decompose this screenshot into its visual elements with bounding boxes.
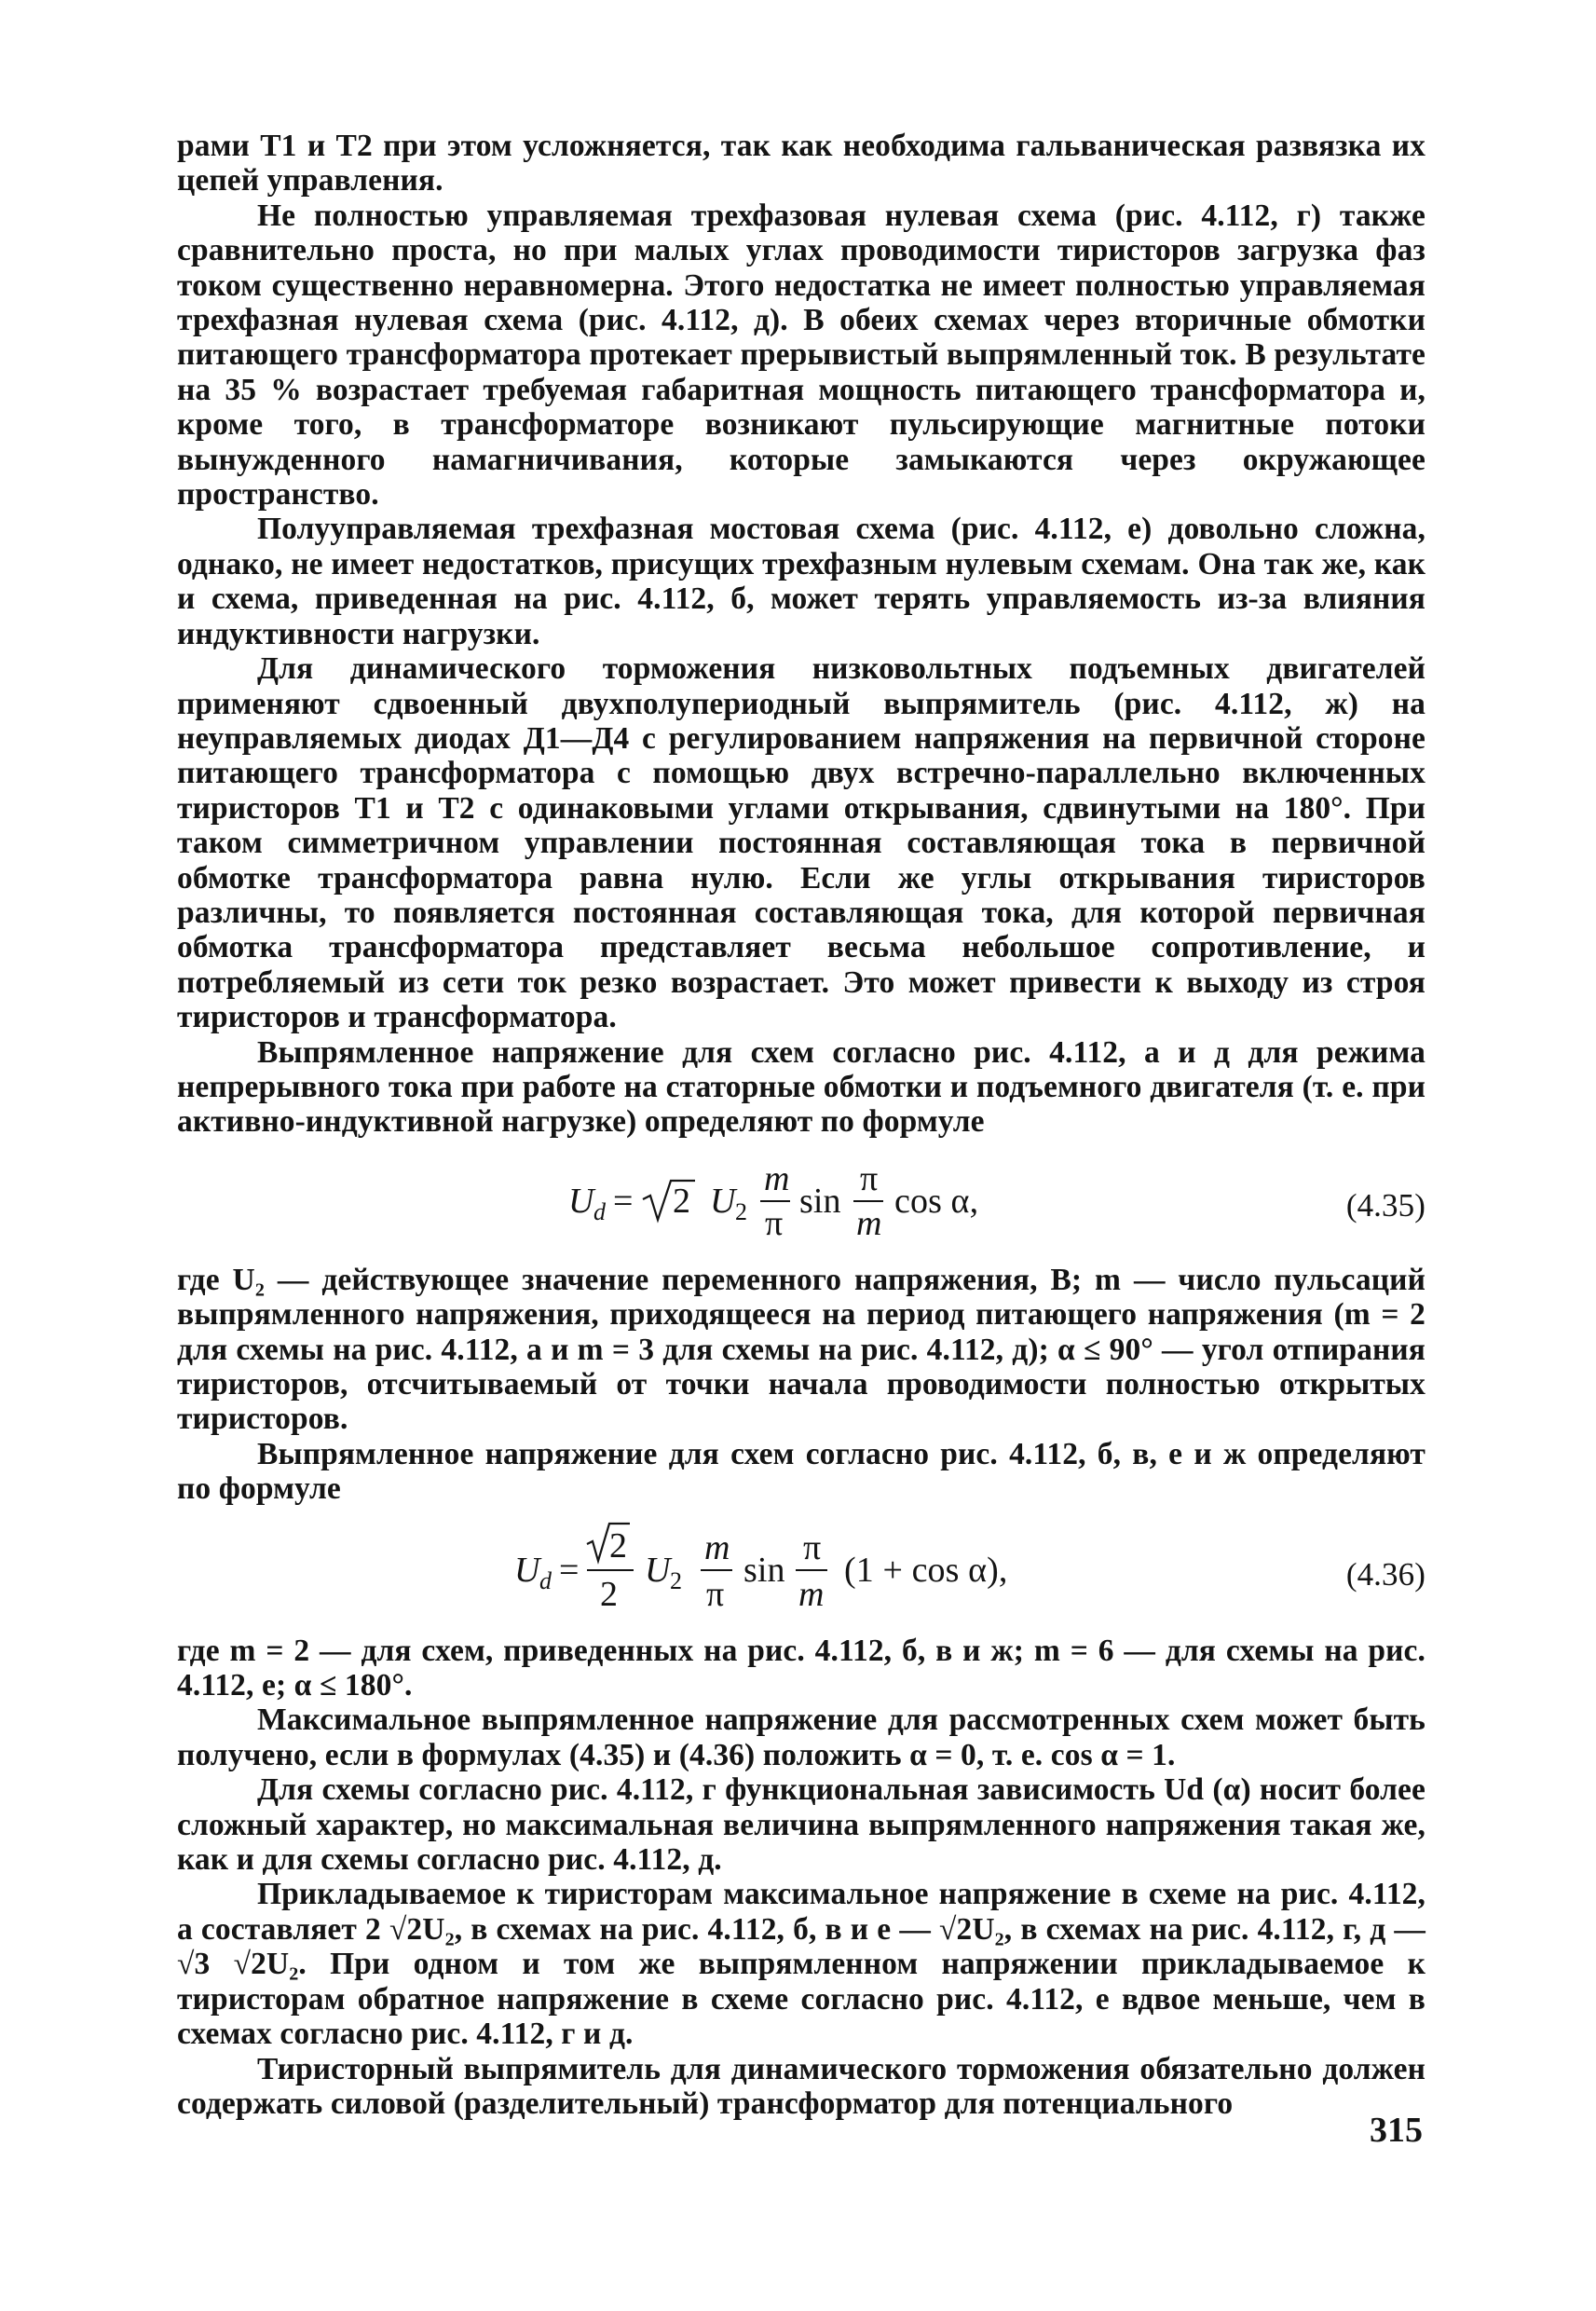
f1-lhs-sub: d bbox=[593, 1197, 607, 1225]
formula-4-36 bbox=[177, 1511, 1425, 1622]
f2-sqrt-arg: 2 bbox=[609, 1525, 628, 1566]
paragraph-11: Прикладываемое к тиристорам максимальное напряжение в схеме на рис. 4.112, а составляет 2 √2U₂, в схемах на рис. 4.112, б, в и е — √2U₂, в схемах на рис. 4.112, г, д — √3 √2U₂. При одном и том же выпрямленном напряжении прикладываемое к тиристорам обратное напряжение в схеме согласно рис. 4.112, е вдвое меньше, чем в схемах согласно рис. 4.112, г и д. bbox=[177, 1877, 1425, 2052]
f2-frac0-den: 2 bbox=[600, 1574, 619, 1614]
paragraph-12: Тиристорный выпрямитель для динамического торможения обязательно должен содержать силовой (разделительный) трансформатор для потенциального bbox=[177, 2051, 1425, 2121]
paragraph-7: Выпрямленное напряжение для схем согласно рис. 4.112, б, в, е и ж определяют по формуле bbox=[177, 1436, 1425, 1507]
paragraph-1: рами Т1 и Т2 при этом усложняется, так как необходима гальваническая развязка их цепей управления. bbox=[177, 129, 1425, 198]
paragraph-4: Для динамического торможения низковольтных подъемных двигателей применяют сдвоенный двухполупериодный выпрямитель (рис. 4.112, ж) на неуправляемых диодах Д1—Д4 с регулированием напряжения на первичной стороне питающего трансформатора с помощью двух встречно-параллельно включенных тиристоров Т1 и Т2 с одинаковыми углами открывания, сдвинутыми на 180°. При таком симметричном управлении постоянная составляющая тока в первичной обмотке трансформатора равна нулю. Если же углы открывания тиристоров различны, то появляется постоянная составляющая тока, для которой первичная обмотка трансформатора представляет весьма небольшое сопротивление, и потребляемый из сети ток резко возрастает. Это может привести к выходу из строя тиристоров и трансформатора. bbox=[177, 651, 1425, 1035]
f1-sin: sin bbox=[799, 1181, 841, 1221]
f2-lhs-sub: d bbox=[539, 1566, 552, 1594]
f2-eq: = bbox=[559, 1550, 580, 1590]
paragraph-9: Максимальное выпрямленное напряжение для рассмотренных схем может быть получено, если в формулах (4.35) и (4.36) положить α = 0, т. е. cos α = 1. bbox=[177, 1702, 1425, 1772]
paragraph-10: Для схемы согласно рис. 4.112, г функциональная зависимость Ud (α) носит более сложный характер, но максимальная величина выпрямленного напряжения такая же, как и для схемы согласно рис. 4.112, д. bbox=[177, 1772, 1425, 1878]
f2-frac1-den: π bbox=[706, 1574, 725, 1614]
formula-4-36-graphic bbox=[177, 1511, 1425, 1622]
f2-u2-sub: 2 bbox=[670, 1566, 683, 1594]
formula-4-35 bbox=[177, 1145, 1425, 1250]
paragraph-3: Полууправляемая трехфазная мостовая схема (рис. 4.112, е) довольно сложна, однако, не имеет недостатков, присущих трехфазным нулевым схемам. Она так же, как и схема, приведенная на рис. 4.112, б, может терять управляемость из-за влияния индуктивности нагрузки. bbox=[177, 512, 1425, 651]
f1-u2: U bbox=[710, 1181, 736, 1221]
f1-u2-sub: 2 bbox=[735, 1197, 748, 1225]
f1-eq: = bbox=[613, 1181, 634, 1221]
paragraph-6: где U₂ — действующее значение переменного напряжения, В; m — число пульсаций выпрямленного напряжения, приходящееся на период питающего напряжения (m = 2 для схемы на рис. 4.112, а и m = 3 для схемы на рис. 4.112, д); α ≤ 90° — угол отпирания тиристоров, отсчитываемый от точки начала проводимости полностью открытых тиристоров. bbox=[177, 1262, 1425, 1437]
f1-frac1-num: m bbox=[764, 1158, 790, 1198]
f1-frac2-den: m bbox=[856, 1203, 882, 1243]
f1-number: (4.35) bbox=[1345, 1186, 1425, 1224]
f1-frac2-num: π bbox=[860, 1158, 879, 1198]
paragraph-8: где m = 2 — для схем, приведенных на рис. 4.112, б, в и ж; m = 6 — для схемы на рис. 4.112, е; α ≤ 180°. bbox=[177, 1633, 1425, 1703]
f2-lhs: U bbox=[514, 1550, 540, 1590]
f2-u2: U bbox=[645, 1550, 671, 1590]
f2-number: (4.36) bbox=[1345, 1555, 1425, 1593]
f2-frac2-num: π bbox=[803, 1527, 822, 1567]
f2-sin: sin bbox=[743, 1550, 785, 1590]
paragraph-5: Выпрямленное напряжение для схем согласно рис. 4.112, а и д для режима непрерывного тока при работе на статорные обмотки и подъемного двигателя (т. е. при активно-индуктивной нагрузке) определяют по формуле bbox=[177, 1034, 1425, 1140]
f2-frac2-den: m bbox=[798, 1574, 825, 1614]
f1-tail: cos α, bbox=[894, 1181, 979, 1221]
formula-4-35-graphic bbox=[177, 1145, 1425, 1250]
f2-tail: (1 + cos α), bbox=[844, 1550, 1008, 1590]
page-number: 315 bbox=[1370, 2111, 1423, 2150]
f2-frac1-num: m bbox=[704, 1527, 730, 1567]
page-body bbox=[177, 129, 1425, 2121]
paragraph-2: Не полностью управляемая трехфазовая нулевая схема (рис. 4.112, г) также сравнительно проста, но при малых углах проводимости тиристоров загрузка фаз током существенно неравномерна. Этого недостатка не имеет полностью управляемая трехфазная нулевая схема (рис. 4.112, д). В обеих схемах через вторичные обмотки питающего трансформатора протекает прерывистый выпрямленный ток. В результате на 35 % возрастает требуемая габаритная мощность питающего трансформатора и, кроме того, в трансформаторе возникают пульсирующие магнитные потоки вынужденного намагничивания, которые замыкаются через окружающее пространство. bbox=[177, 198, 1425, 513]
f1-frac1-den: π bbox=[765, 1203, 784, 1243]
f1-lhs: U bbox=[568, 1181, 594, 1221]
f1-sqrt-arg: 2 bbox=[673, 1181, 691, 1221]
